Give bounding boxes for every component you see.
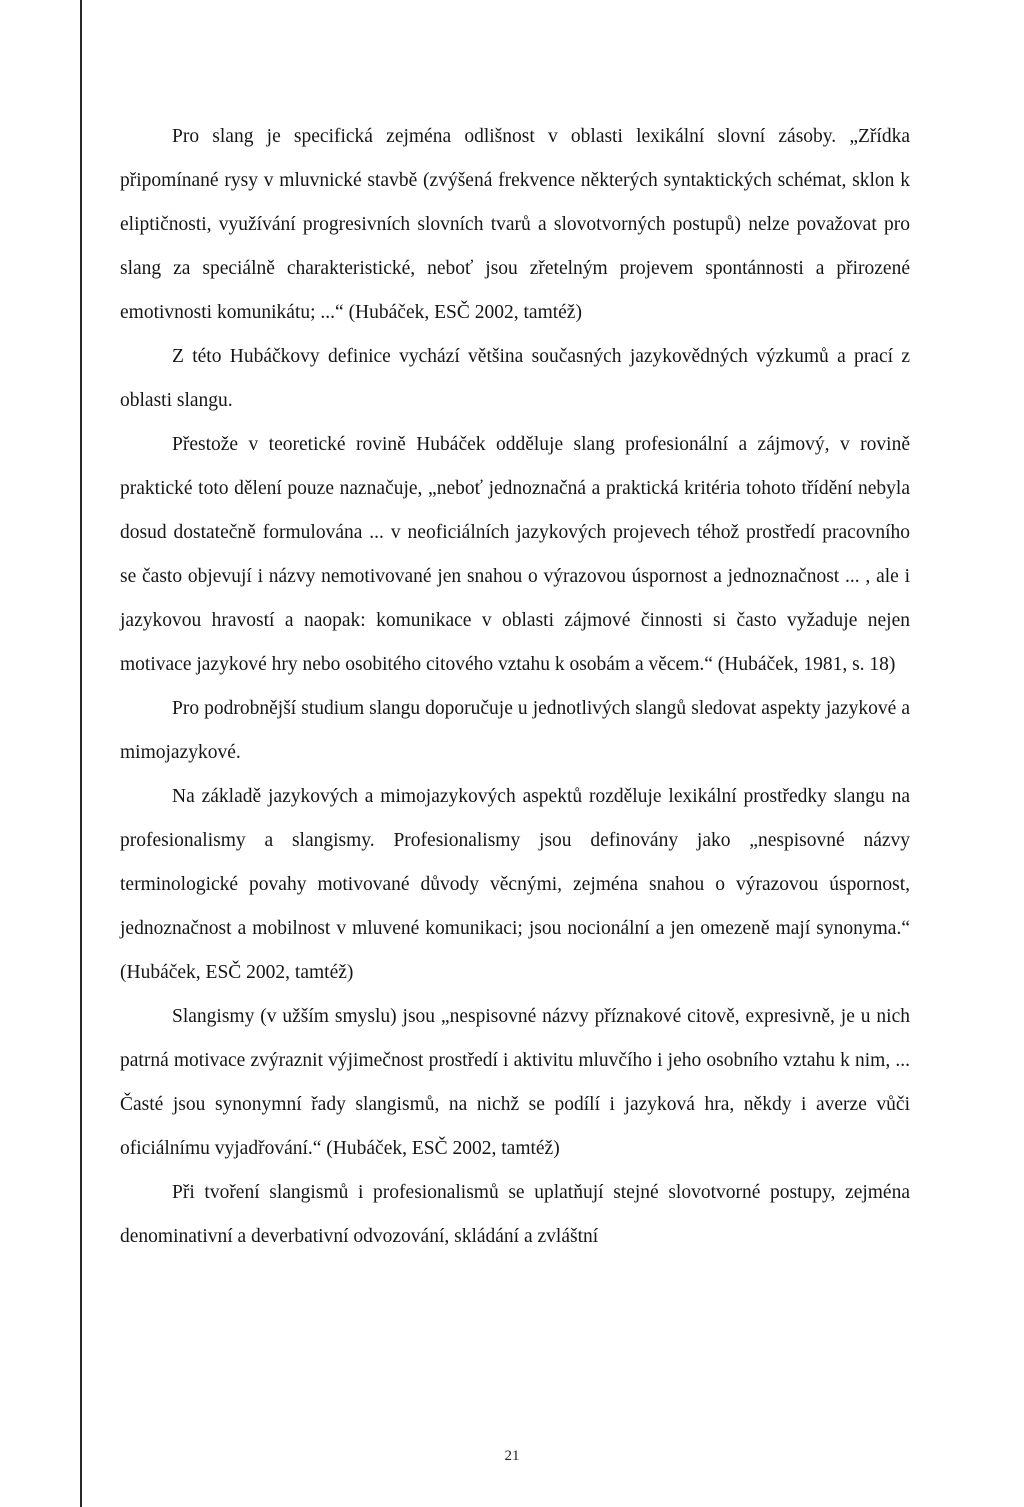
paragraph-professionalisms: Na základě jazykových a mimojazykových aspektů rozděluje lexikální prostředky slangu na profesionalismy a slangismy. Profesionalismy jsou definovány jako „nespisovné názvy terminologické povahy motivované důvody věcnými, zejména snahou o výrazovou úspornost, jednoznačnost a mobilnost v mluvené komunikaci; jsou nocionální a jen omezeně mají synonyma.“ (Hubáček, ESČ 2002, tamtéž) [120, 786, 910, 983]
paragraph-word-formation: Při tvoření slangismů i profesionalismů se uplatňují stejné slovotvorné postupy, zejména denominativní a deverbativní odvozování, skládání a zvláštní [120, 1182, 910, 1247]
paragraph-slang-lexical: Pro slang je specifická zejména odlišnost v oblasti lexikální slovní zásoby. „Zřídka připomínané rysy v mluvnické stavbě (zvýšená frekvence některých syntaktických schémat, sklon k eliptičnosti, využívání progresivních slovních tvarů a slovotvorných postupů) nelze považovat pro slang za speciálně charakteristické, neboť jsou zřetelným projevem spontánnosti a přirozené emotivnosti komunikátu; ...“ (Hubáček, ESČ 2002, tamtéž) [120, 126, 910, 323]
paragraph-study-aspects: Pro podrobnější studium slangu doporučuje u jednotlivých slangů sledovat aspekty jazykové a mimojazykové. [120, 698, 910, 763]
paragraph-professional-vs-interest-slang: Přestože v teoretické rovině Hubáček odděluje slang profesionální a zájmový, v rovině praktické toto dělení pouze naznačuje, „neboť jednoznačná a praktická kritéria tohoto třídění nebyla dosud dostatečně formulována ... v neoficiálních jazykových projevech téhož prostředí pracovního se často objevují i názvy nemotivované jen snahou o výrazovou úspornost a jednoznačnost ... , ale i jazykovou hravostí a naopak: komunikace v oblasti zájmové činnosti si často vyžaduje nejen motivace jazykové hry nebo osobitého citového vztahu k osobám a věcem.“ (Hubáček, 1981, s. 18) [120, 434, 910, 675]
paragraph-slangisms: Slangismy (v užším smyslu) jsou „nespisovné názvy příznakové citově, expresivně, je u nich patrná motivace zvýraznit výjimečnost prostředí i aktivitu mluvčího i jeho osobního vztahu k nim, ... Časté jsou synonymní řady slangismů, na nichž se podílí i jazyková hra, někdy i averze vůči oficiálnímu vyjadřování.“ (Hubáček, ESČ 2002, tamtéž) [120, 1006, 910, 1159]
left-margin-rule [80, 0, 82, 1507]
page-body [120, 115, 910, 1259]
paragraph-hubacek-definition: Z této Hubáčkovy definice vychází většina současných jazykovědných výzkumů a prací z oblasti slangu. [120, 346, 910, 411]
page-number: 21 [504, 1448, 520, 1464]
